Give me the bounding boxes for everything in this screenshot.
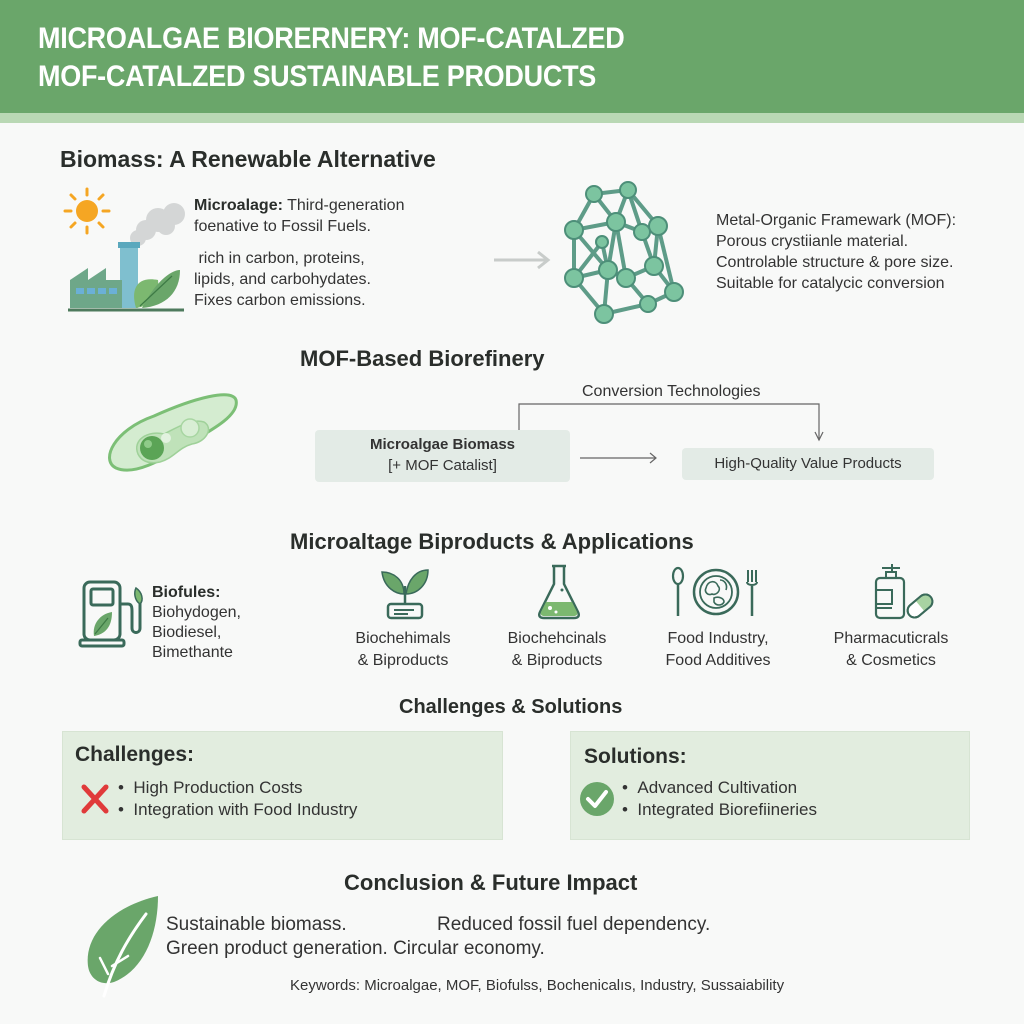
- challenge-text: High Production Costs: [133, 778, 303, 797]
- solution-item: [622, 778, 797, 798]
- page-title-line-1: MICROALGAE BIORERNERY: MOF-CATALZED: [38, 22, 625, 55]
- header-banner: [0, 0, 1024, 113]
- keywords: Keywords: Microalgae, MOF, Biofulss, Bochenicalıs, Industry, Sussaiability: [290, 977, 785, 994]
- solution-text: Integrated Biorefiineries: [637, 800, 817, 819]
- biomass-line-3: rich in carbon, proteins,: [194, 250, 365, 267]
- input-box-title: Microalgae Biomass: [369, 436, 516, 453]
- value-products-box: [682, 448, 934, 480]
- section-heading-challenges-solutions: Challenges & Solutions: [399, 696, 623, 718]
- conclusion-item-1: Sustainable biomass.: [166, 914, 347, 935]
- flow-arrow-icon: [578, 450, 660, 466]
- biomass-line-4: lipids, and carbohydates.: [194, 271, 371, 288]
- arrow-right-icon: [492, 250, 552, 270]
- conclusion-item-3: Green product generation. Circular economy.: [166, 938, 545, 959]
- item-line-1: Biochehimals: [355, 630, 451, 647]
- mof-molecule-icon: [564, 186, 694, 322]
- biomass-description: [194, 195, 404, 237]
- challenges-title: Challenges:: [75, 743, 195, 766]
- mof-line-2: Porous crystiianle material.: [716, 233, 909, 250]
- biomass-line-2: foenative to Fossil Fuels.: [194, 218, 371, 235]
- section-heading-conclusion: Conclusion & Future Impact: [344, 870, 638, 895]
- item-line-1: Food Industry,: [667, 630, 769, 647]
- microalgae-cell-icon: [104, 388, 242, 474]
- challenge-item: [118, 778, 303, 798]
- biofuel-item: Biohydogen,: [152, 604, 241, 621]
- item-line-2: & Cosmetics: [846, 652, 936, 669]
- section-heading-applications: Microaltage Biproducts & Applications: [290, 529, 694, 554]
- microalgae-biomass-box: [315, 430, 570, 482]
- mof-line-3: Controlable structure & pore size.: [716, 254, 954, 271]
- bottle-capsule-icon: [870, 562, 936, 622]
- input-box-subtitle: [+ MOF Catalist]: [388, 457, 497, 474]
- page-title-line-2: MOF-CATALZED SUSTAINABLE PRODUCTS: [38, 60, 597, 93]
- item-line-2: & Biproducts: [511, 652, 603, 669]
- item-line-2: & Biproducts: [357, 652, 449, 669]
- solution-item: [622, 800, 817, 820]
- header-divider: [0, 113, 1024, 123]
- factory-icon: [66, 200, 196, 315]
- biomass-properties: [194, 248, 371, 311]
- biofuels-list: [152, 583, 241, 663]
- biofuels-title: Biofules:: [152, 584, 221, 601]
- microalgae-label: Microalage:: [194, 197, 283, 214]
- biofuel-item: Biodiesel,: [152, 624, 222, 641]
- item-line-2: Food Additives: [665, 652, 771, 669]
- biomass-line-1: Third-generation: [282, 197, 405, 214]
- conclusion-item-2: Reduced fossil fuel dependency.: [437, 914, 711, 935]
- plate-cutlery-icon: [672, 566, 762, 620]
- bullet-marker: •: [622, 778, 628, 797]
- section-heading-biomass: Biomass: A Renewable Alternative: [60, 146, 436, 172]
- mof-line-1: Metal-Organic Framewark (MOF):: [716, 212, 957, 229]
- application-item-food-industry: [650, 628, 786, 672]
- solution-text: Advanced Cultivation: [637, 778, 798, 797]
- bullet-marker: •: [622, 800, 628, 819]
- section-heading-biorefinery: MOF-Based Biorefinery: [300, 346, 545, 371]
- conversion-technologies-label: Conversion Technologies: [582, 383, 761, 400]
- item-line-1: Pharmacuticrals: [833, 630, 949, 647]
- challenge-text: Integration with Food Industry: [133, 800, 358, 819]
- mof-line-4: Suitable for catalycic conversion: [716, 275, 945, 292]
- sprout-icon: [380, 566, 430, 622]
- cross-icon: [80, 783, 110, 815]
- challenge-item: [118, 800, 357, 820]
- bullet-marker: •: [118, 778, 124, 797]
- fuel-pump-icon: [78, 578, 144, 650]
- application-item-biochemicals: [338, 628, 468, 672]
- output-box-label: High-Quality Value Products: [714, 455, 902, 472]
- check-icon: [579, 781, 615, 817]
- bullet-marker: •: [118, 800, 124, 819]
- flask-icon: [536, 564, 582, 620]
- application-item-pharma: [816, 628, 966, 672]
- item-line-1: Biochehcinals: [507, 630, 607, 647]
- solutions-title: Solutions:: [584, 745, 687, 768]
- application-item-biochemicals-2: [492, 628, 622, 672]
- mof-description: [716, 210, 956, 294]
- leaf-icon: [84, 894, 162, 998]
- biofuel-item: Bimethante: [152, 644, 233, 661]
- biomass-line-5: Fixes carbon emissions.: [194, 292, 366, 309]
